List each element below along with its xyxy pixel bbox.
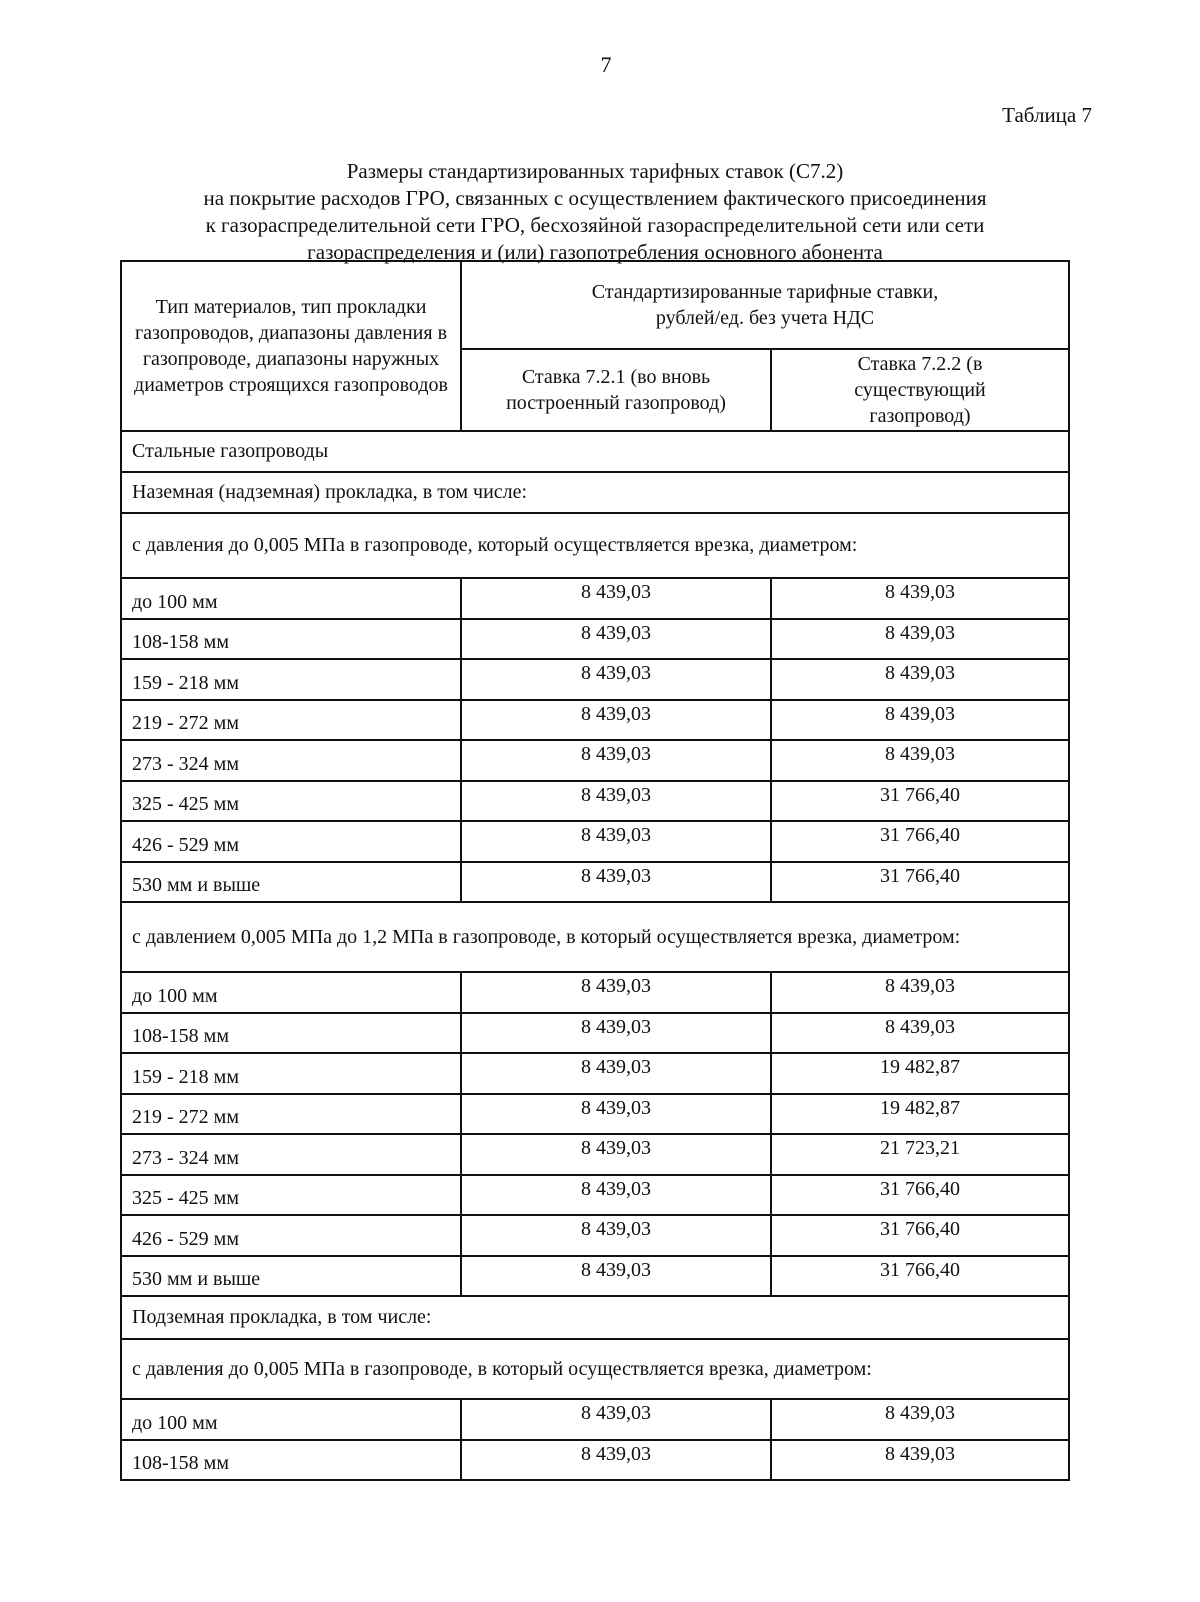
table-row [121, 781, 1069, 822]
rate-722-cell: 8 439,03 [771, 1440, 1069, 1481]
table-row [121, 1215, 1069, 1256]
diameter-cell: 159 - 218 мм [121, 659, 461, 700]
rate-722-cell: 19 482,87 [771, 1053, 1069, 1094]
section-row [121, 1339, 1069, 1399]
table-row [121, 1440, 1069, 1481]
section-row [121, 513, 1069, 578]
rate-721-cell: 8 439,03 [461, 821, 771, 862]
section-label: с давления до 0,005 МПа в газопроводе, в который осуществляется врезка, диаметром: [121, 1339, 1069, 1399]
table-row [121, 740, 1069, 781]
table-row [121, 700, 1069, 741]
diameter-cell: 108-158 мм [121, 1013, 461, 1054]
table-row [121, 1053, 1069, 1094]
header-type: Тип материалов, тип прокладки газопроводов, диапазоны давления в газопроводе, диапазоны наружных диаметров строящихся газопроводов [121, 261, 461, 431]
table-row [121, 1134, 1069, 1175]
rate-721-cell: 8 439,03 [461, 1175, 771, 1216]
rate-722-cell: 8 439,03 [771, 700, 1069, 741]
diameter-cell: 530 мм и выше [121, 1256, 461, 1297]
rate-722-cell: 8 439,03 [771, 578, 1069, 619]
diameter-cell: 219 - 272 мм [121, 1094, 461, 1135]
table-row [121, 1094, 1069, 1135]
rate-721-cell: 8 439,03 [461, 1215, 771, 1256]
title-line: Размеры стандартизированных тарифных ставок (С7.2) [346, 159, 844, 183]
rate-721-cell: 8 439,03 [461, 659, 771, 700]
rate-722-cell: 8 439,03 [771, 740, 1069, 781]
rate-721-cell: 8 439,03 [461, 619, 771, 660]
diameter-cell: 273 - 324 мм [121, 1134, 461, 1175]
section-label: Стальные газопроводы [121, 431, 1069, 472]
diameter-cell: 426 - 529 мм [121, 1215, 461, 1256]
page-number: 7 [600, 52, 612, 77]
table-row [121, 1399, 1069, 1440]
rate-721-cell: 8 439,03 [461, 740, 771, 781]
diameter-cell: 325 - 425 мм [121, 1175, 461, 1216]
rate-721-cell: 8 439,03 [461, 1013, 771, 1054]
rate-721-cell: 8 439,03 [461, 1094, 771, 1135]
rate-722-cell: 8 439,03 [771, 972, 1069, 1013]
rate-722-cell: 31 766,40 [771, 781, 1069, 822]
rate-722-cell: 31 766,40 [771, 862, 1069, 903]
header-rate-721 [461, 349, 771, 431]
rate-722-cell: 8 439,03 [771, 1013, 1069, 1054]
header-rate-722-text: Ставка 7.2.2 (в существующий газопровод) [854, 353, 986, 427]
rate-722-cell: 31 766,40 [771, 1175, 1069, 1216]
header-row [121, 261, 1069, 349]
diameter-cell: 426 - 529 мм [121, 821, 461, 862]
section-label: с давлением 0,005 МПа до 1,2 МПа в газопроводе, в который осуществляется врезка, диаметром: [121, 902, 1069, 972]
rate-722-cell: 8 439,03 [771, 659, 1069, 700]
header-rate-722 [771, 349, 1069, 431]
section-label: Подземная прокладка, в том числе: [121, 1296, 1069, 1339]
header-rates-group [461, 261, 1069, 349]
diameter-cell: 530 мм и выше [121, 862, 461, 903]
title-line: к газораспределительной сети ГРО, бесхозяйной газораспределительной сети или сети [205, 213, 985, 237]
table-title [120, 158, 1070, 266]
rate-721-cell: 8 439,03 [461, 1256, 771, 1297]
header-rate-721-text: Ставка 7.2.1 (во вновь построенный газопровод) [506, 366, 726, 414]
section-row [121, 1296, 1069, 1339]
table-row [121, 1175, 1069, 1216]
header-rates-text: Стандартизированные тарифные ставки, рублей/ед. без учета НДС [591, 281, 939, 329]
table-row [121, 578, 1069, 619]
rate-722-cell: 31 766,40 [771, 821, 1069, 862]
table-row [121, 1013, 1069, 1054]
rate-722-cell: 21 723,21 [771, 1134, 1069, 1175]
rate-722-cell: 8 439,03 [771, 1399, 1069, 1440]
diameter-cell: 273 - 324 мм [121, 740, 461, 781]
title-line: газораспределения и (или) газопотребления основного абонента [307, 240, 883, 264]
rate-722-cell: 19 482,87 [771, 1094, 1069, 1135]
section-label: с давления до 0,005 МПа в газопроводе, который осуществляется врезка, диаметром: [121, 513, 1069, 578]
title-line: на покрытие расходов ГРО, связанных с осуществлением фактического присоединения [203, 186, 987, 210]
rate-721-cell: 8 439,03 [461, 1440, 771, 1481]
diameter-cell: до 100 мм [121, 972, 461, 1013]
table-row [121, 862, 1069, 903]
rate-721-cell: 8 439,03 [461, 700, 771, 741]
diameter-cell: 159 - 218 мм [121, 1053, 461, 1094]
rate-721-cell: 8 439,03 [461, 862, 771, 903]
rate-721-cell: 8 439,03 [461, 1134, 771, 1175]
diameter-cell: до 100 мм [121, 1399, 461, 1440]
tariff-table [120, 260, 1070, 1481]
diameter-cell: 219 - 272 мм [121, 700, 461, 741]
section-row [121, 472, 1069, 513]
table-row [121, 619, 1069, 660]
rate-721-cell: 8 439,03 [461, 1053, 771, 1094]
diameter-cell: 325 - 425 мм [121, 781, 461, 822]
section-row [121, 902, 1069, 972]
table-row [121, 1256, 1069, 1297]
rate-722-cell: 31 766,40 [771, 1256, 1069, 1297]
rate-722-cell: 8 439,03 [771, 619, 1069, 660]
section-label: Наземная (надземная) прокладка, в том числе: [121, 472, 1069, 513]
section-row [121, 431, 1069, 472]
table-row [121, 821, 1069, 862]
diameter-cell: 108-158 мм [121, 619, 461, 660]
table-label: Таблица 7 [1002, 103, 1092, 127]
rate-721-cell: 8 439,03 [461, 578, 771, 619]
table-row [121, 972, 1069, 1013]
diameter-cell: 108-158 мм [121, 1440, 461, 1481]
rate-721-cell: 8 439,03 [461, 781, 771, 822]
rate-721-cell: 8 439,03 [461, 1399, 771, 1440]
rate-722-cell: 31 766,40 [771, 1215, 1069, 1256]
diameter-cell: до 100 мм [121, 578, 461, 619]
table-row [121, 659, 1069, 700]
rate-721-cell: 8 439,03 [461, 972, 771, 1013]
